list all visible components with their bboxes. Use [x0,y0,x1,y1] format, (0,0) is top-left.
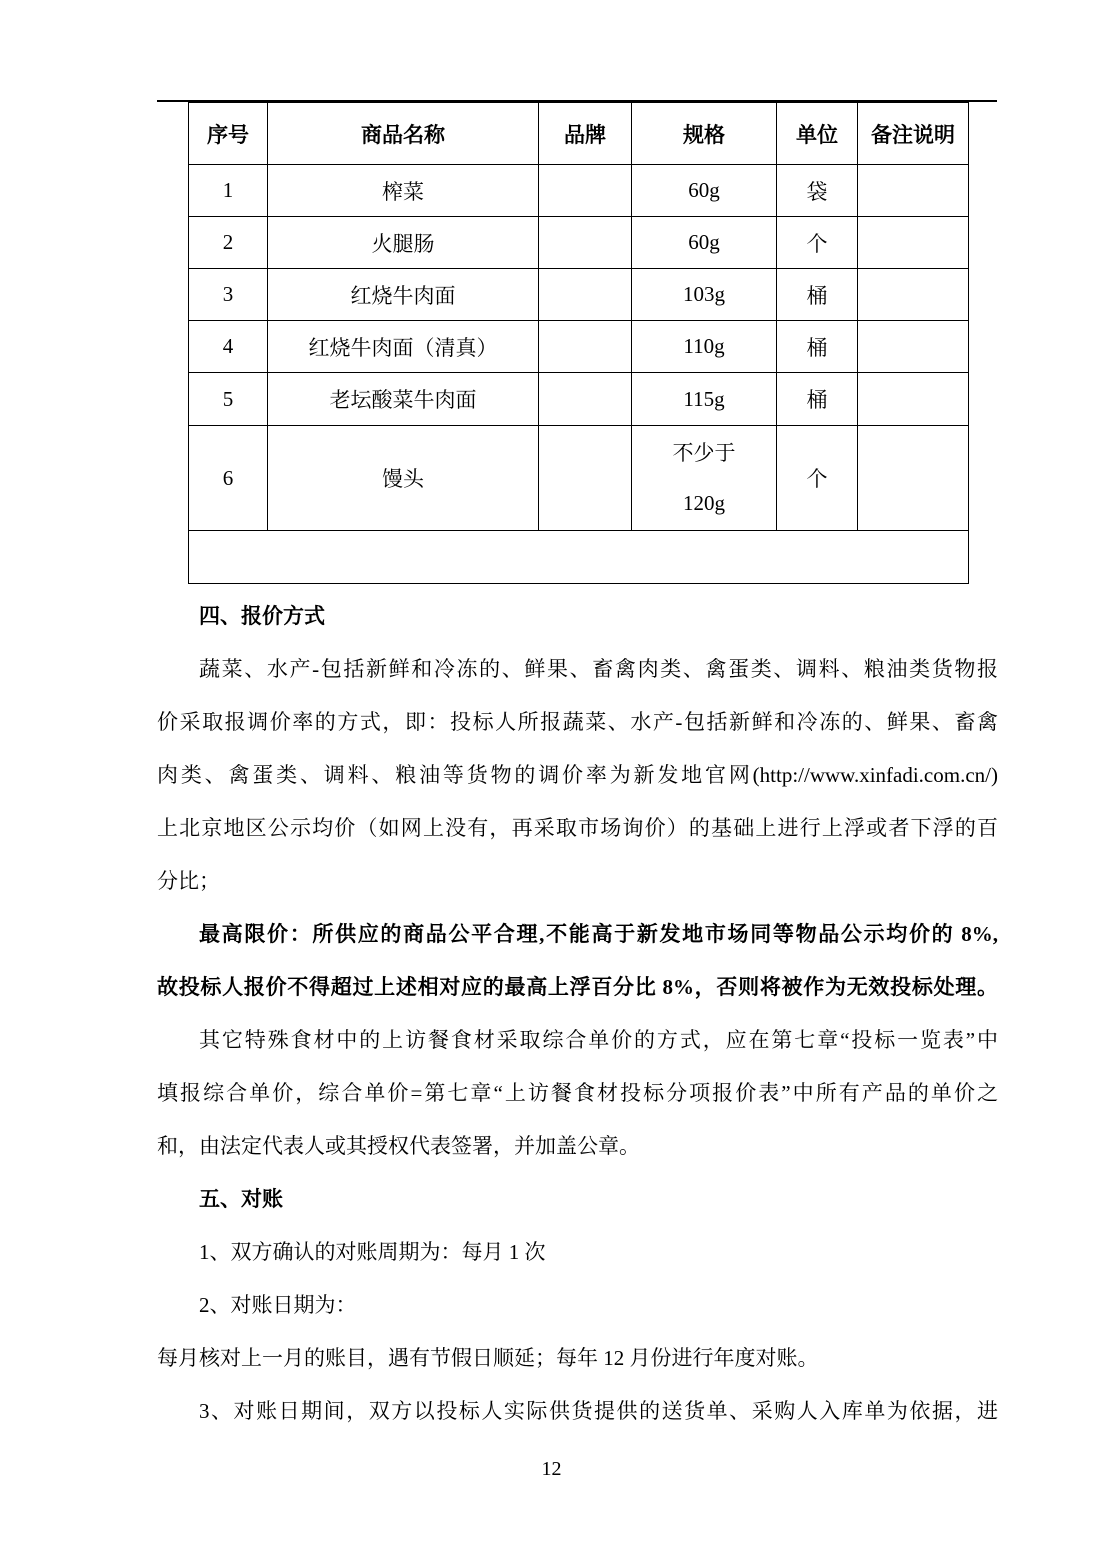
cell-note [858,426,969,531]
text-line: 和，由法定代表人或其授权代表签署，并加盖公章。 [157,1134,640,1158]
table-row [189,321,969,373]
text-line: 1、双方确认的对账周期为：每月 1 次 [199,1240,546,1264]
cell-name: 火腿肠 [268,217,539,269]
cell-no: 6 [189,426,268,531]
cell-unit: 个 [777,217,858,269]
table-header-row [189,103,969,165]
text-line: 价采取报调价率的方式，即：投标人所报蔬菜、水产-包括新鲜和冷冻的、鲜果、畜禽 [157,710,998,734]
cell-brand [539,321,632,373]
col-header-unit: 单位 [777,103,858,165]
text-line: 填报综合单价，综合单价=第七章“上访餐食材投标分项报价表”中所有产品的单价之 [157,1081,998,1105]
text-line: 3、对账日期间，双方以投标人实际供货提供的送货单、采购人入库单为依据，进 [199,1399,998,1423]
cell-name: 红烧牛肉面（清真） [268,321,539,373]
cell-name: 榨菜 [268,165,539,217]
text-line: 2、对账日期为： [199,1293,357,1317]
cell-spec: 115g [632,373,777,426]
cell-no: 1 [189,165,268,217]
spec-line-2: 120g [683,491,725,515]
cell-note [858,269,969,321]
cell-spec [632,426,777,531]
body-text [157,590,998,1438]
page-number: 12 [541,1458,562,1480]
cell-spec: 60g [632,217,777,269]
cell-name: 馒头 [268,426,539,531]
text-line: 每月核对上一月的账目，遇有节假日顺延；每年 12 月份进行年度对账。 [157,1346,819,1370]
cell-note [858,217,969,269]
cell-no: 5 [189,373,268,426]
table-row [189,165,969,217]
text-line: 上北京地区公示均价（如网上没有，再采取市场询价）的基础上进行上浮或者下浮的百 [157,816,998,840]
table-empty-row [189,531,969,584]
text-line: 蔬菜、水产-包括新鲜和冷冻的、鲜果、畜禽肉类、禽蛋类、调料、粮油类货物报 [199,657,998,681]
section-5-heading: 五、对账 [199,1187,283,1211]
cell-no: 2 [189,217,268,269]
cell-unit: 桶 [777,321,858,373]
col-header-note: 备注说明 [858,103,969,165]
table-row [189,426,969,531]
col-header-brand: 品牌 [539,103,632,165]
cell-brand [539,165,632,217]
table-row [189,269,969,321]
col-header-spec: 规格 [632,103,777,165]
empty-cell [189,531,969,584]
cell-note [858,165,969,217]
cell-brand [539,373,632,426]
cell-note [858,321,969,373]
cell-spec: 110g [632,321,777,373]
cell-unit: 袋 [777,165,858,217]
spec-line-1: 不少于 [672,441,736,465]
cell-brand [539,426,632,531]
text-line: 肉类、禽蛋类、调料、粮油等货物的调价率为新发地官网(http://www.xinfadi.com.cn/) [157,763,998,787]
cell-name: 老坛酸菜牛肉面 [268,373,539,426]
products-table [188,102,969,584]
table-row [189,217,969,269]
cell-no: 3 [189,269,268,321]
cell-unit: 个 [777,426,858,531]
text-line: 故投标人报价不得超过上述相对应的最高上浮百分比 8%，否则将被作为无效投标处理。 [157,975,998,999]
col-header-no: 序号 [189,103,268,165]
cell-unit: 桶 [777,373,858,426]
text-line: 分比； [157,869,220,893]
cell-brand [539,269,632,321]
cell-unit: 桶 [777,269,858,321]
cell-note [858,373,969,426]
cell-no: 4 [189,321,268,373]
text-line: 最高限价：所供应的商品公平合理,不能高于新发地市场同等物品公示均价的 8%, [199,922,998,946]
text-line: 其它特殊食材中的上访餐食材采取综合单价的方式，应在第七章“投标一览表”中 [199,1028,998,1052]
cell-name: 红烧牛肉面 [268,269,539,321]
section-4-heading: 四、报价方式 [199,604,325,628]
cell-spec: 60g [632,165,777,217]
cell-brand [539,217,632,269]
cell-spec: 103g [632,269,777,321]
table-row [189,373,969,426]
col-header-name: 商品名称 [268,103,539,165]
